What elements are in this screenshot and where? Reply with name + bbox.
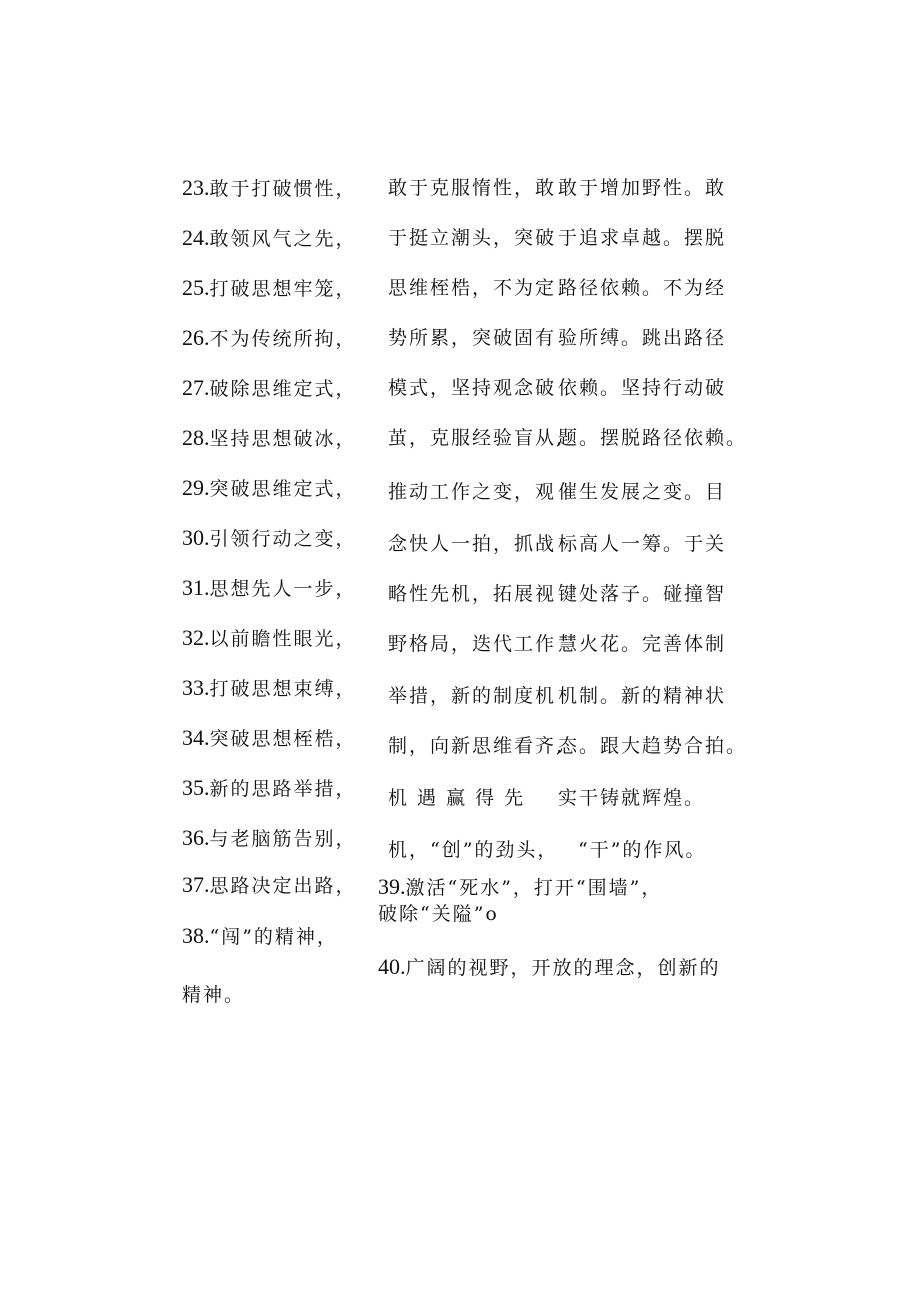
item-29: 29.突破思维定式， (182, 475, 357, 500)
right-line: 态。跟大趋势合拍。 (558, 735, 748, 757)
item-24: 24.敢领风气之先， (182, 225, 357, 250)
right-line: 验所缚。跳出路径 (558, 327, 727, 349)
item-38-tail: 精神。 (182, 984, 246, 1006)
item-32: 32.以前瞻性眼光， (182, 625, 357, 650)
middle-line: 推动工作之变，观 (388, 481, 557, 503)
middle-line: 模式，坚持观念破 (388, 377, 557, 399)
item-38: 38.“闯”的精神， (182, 923, 338, 948)
middle-line: 举措，新的制度机 (388, 685, 557, 707)
middle-line: 茧，克服经验盲从, (388, 427, 565, 449)
item-34: 34.突破思想桎梏， (182, 725, 357, 750)
item-23: 23.敢于打破惯性， (182, 175, 357, 200)
right-line: “干”的作风。 (578, 839, 707, 861)
item-36: 36.与老脑筋告别， (182, 825, 357, 850)
right-line: 题。摆脱路径依赖。 (558, 427, 748, 449)
right-line: 实干铸就辉煌。 (558, 787, 706, 809)
middle-line: 制，向新思维看齐, (388, 735, 565, 757)
middle-line: 略性先机，拓展视 (388, 583, 557, 605)
middle-line: 思维桎梏，不为定 (388, 277, 557, 299)
item-31: 31.思想先人一步， (182, 575, 357, 600)
right-line: 标高人一筹。于关 (558, 533, 727, 555)
item-39-line2: 破除“关隘”o (378, 903, 499, 925)
item-33: 33.打破思想束缚， (182, 675, 357, 700)
item-39: 39.激活“死水”，打开“围墙”， (378, 874, 663, 899)
middle-line: 野格局，迭代工作 (388, 633, 557, 655)
middle-line: 机，“创”的劲头， (388, 839, 559, 861)
item-28: 28.坚持思想破冰， (182, 425, 357, 450)
item-35: 35.新的思路举措， (182, 775, 357, 800)
item-30: 30.引领行动之变， (182, 525, 357, 550)
item-25: 25.打破思想牢笼， (182, 275, 357, 300)
item-27: 27.破除思维定式， (182, 375, 357, 400)
middle-line: 念快人一拍，抓战 (388, 533, 557, 555)
right-line: 键处落子。碰撞智 (558, 583, 727, 605)
right-line: 慧火花。完善体制 (558, 633, 727, 655)
middle-line: 机 遇 赢 得 先 (388, 787, 526, 809)
right-line: 机制。新的精神状 (558, 685, 727, 707)
right-line: 路径依赖。不为经 (558, 277, 727, 299)
item-40: 40.广阔的视野，开放的理念，创新的 (378, 954, 721, 979)
right-line: 于追求卓越。摆脱 (558, 227, 727, 249)
item-37: 37.思路决定出路， (182, 872, 357, 897)
right-line: 依赖。坚持行动破 (558, 377, 727, 399)
middle-line: 于挺立潮头，突破 (388, 227, 557, 249)
right-line: 敢于增加野性。敢 (558, 177, 727, 199)
right-line: 催生发展之变。目 (558, 481, 727, 503)
middle-line: 势所累，突破固有 (388, 327, 557, 349)
item-26: 26.不为传统所拘， (182, 325, 357, 350)
middle-line: 敢于克服惰性，敢 (388, 177, 557, 199)
